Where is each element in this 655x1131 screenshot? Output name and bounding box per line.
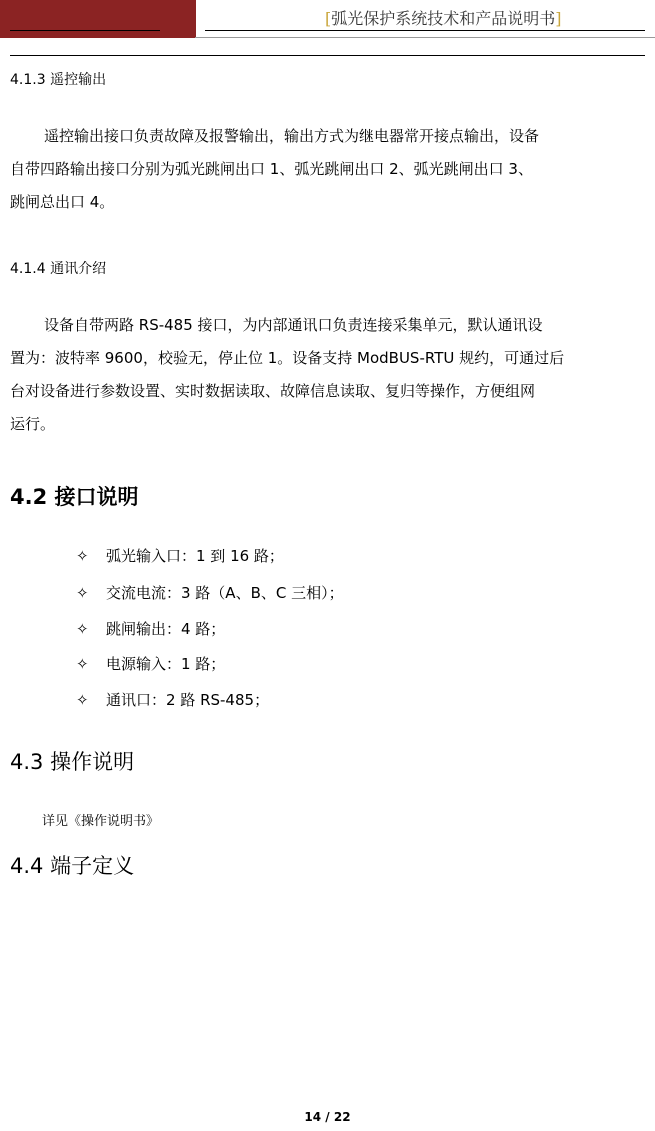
list-item	[76, 653, 225, 674]
list-item-text: 弧光输入口：1 到 16 路；	[106, 547, 284, 565]
list-item	[76, 545, 284, 566]
section-4-3-note: 详见《操作说明书》	[42, 814, 160, 829]
section-4-4-heading: 4.4 端子定义	[10, 854, 135, 878]
list-item-text: 电源输入：1 路；	[106, 655, 226, 673]
list-item	[76, 582, 344, 603]
paragraph-line-text: 设备自带两路 RS-485 接口，为内部通讯口负责连接采集单元，默认通讯设	[44, 316, 543, 334]
diamond-bullet-icon: ✧	[76, 655, 89, 673]
paragraph-line: 置为：波特率 9600，校验无，停止位 1。设备支持 ModBUS-RTU 规约，可通过后	[10, 349, 565, 367]
paragraph-line-text: 遥控输出接口负责故障及报警输出，输出方式为继电器常开接点输出，设备	[44, 127, 540, 145]
section-4-1-3-paragraph	[10, 120, 646, 219]
section-4-2-heading: 4.2 接口说明	[10, 485, 139, 509]
header-bracket-open: [	[325, 9, 332, 28]
paragraph-line: 自带四路输出接口分别为弧光跳闸出口 1、弧光跳闸出口 2、弧光跳闸出口 3、	[10, 160, 533, 178]
header-thin-rule	[195, 37, 655, 38]
header-bracket-close: ]	[555, 9, 562, 28]
header-title-text: 弧光保护系统技术和产品说明书	[331, 9, 556, 28]
section-4-1-4-paragraph	[10, 309, 646, 441]
header-block-line	[10, 30, 160, 31]
diamond-bullet-icon: ✧	[76, 547, 89, 565]
list-item	[76, 689, 269, 710]
paragraph-line: 运行。	[10, 415, 56, 433]
paragraph-line	[10, 309, 646, 342]
list-item-text: 通讯口：2 路 RS-485；	[106, 691, 270, 709]
header-rule	[10, 55, 645, 56]
section-4-1-3-heading: 4.1.3 遥控输出	[10, 72, 107, 88]
section-4-1-4-heading: 4.1.4 通讯介绍	[10, 261, 107, 277]
list-item	[76, 618, 225, 639]
paragraph-line	[10, 120, 646, 153]
header-title	[325, 6, 562, 29]
diamond-bullet-icon: ✧	[76, 691, 89, 709]
paragraph-line: 跳闸总出口 4。	[10, 193, 115, 211]
header-color-block	[0, 0, 196, 38]
page-number: 14 / 22	[304, 1110, 351, 1124]
list-item-text: 交流电流：3 路（A、B、C 三相）；	[106, 584, 344, 602]
list-item-text: 跳闸输出：4 路；	[106, 620, 226, 638]
diamond-bullet-icon: ✧	[76, 620, 89, 638]
section-4-3-heading: 4.3 操作说明	[10, 750, 135, 774]
paragraph-line: 台对设备进行参数设置、实时数据读取、故障信息读取、复归等操作，方便组网	[10, 382, 536, 400]
diamond-bullet-icon: ✧	[76, 584, 89, 602]
header-underline	[205, 30, 645, 31]
